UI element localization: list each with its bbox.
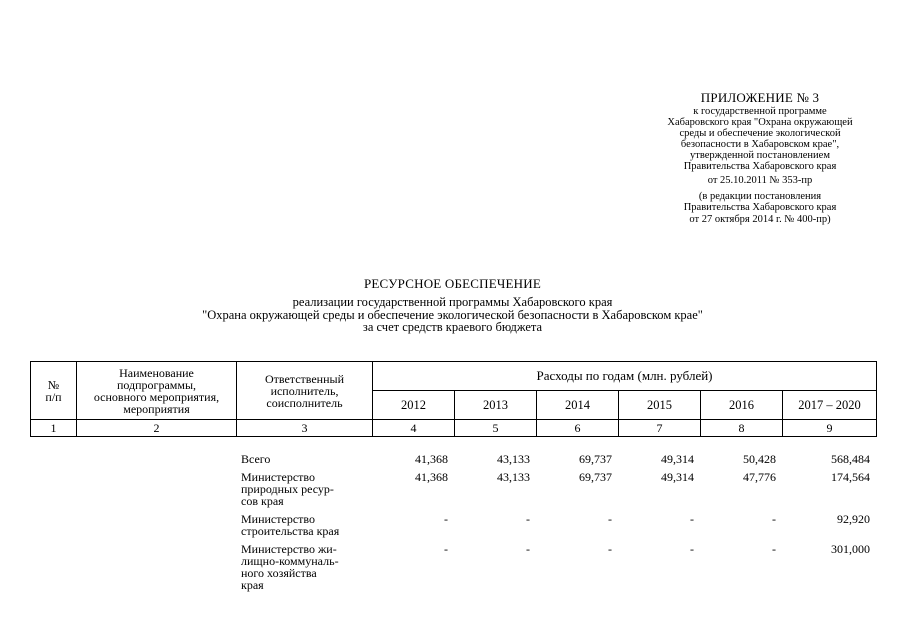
value-cell: - <box>608 512 612 526</box>
column-number: 2 <box>77 420 237 437</box>
value-cell: - <box>690 542 694 556</box>
column-number: 6 <box>537 420 619 437</box>
value-cell: 47,776 <box>743 470 776 484</box>
column-number: 5 <box>455 420 537 437</box>
appendix-line: безопасности в Хабаровском крае", <box>680 139 840 150</box>
header-num: № п/п <box>31 362 77 420</box>
value-cell: - <box>444 542 448 556</box>
value-cell: 69,737 <box>579 470 612 484</box>
appendix-line: от 25.10.2011 № 353-пр <box>707 175 813 186</box>
subtitle-line: за счет средств краевого бюджета <box>362 320 543 334</box>
table-row <box>30 513 876 543</box>
value-cell: - <box>690 512 694 526</box>
header-year: 2016 <box>701 391 783 420</box>
value-cell: 43,133 <box>497 452 530 466</box>
document-subtitle <box>0 296 905 334</box>
value-cell: - <box>526 512 530 526</box>
value-cell: 92,920 <box>837 512 870 526</box>
table-row <box>30 543 876 597</box>
header-executor: Ответственный исполнитель, соисполнитель <box>237 362 373 420</box>
header-name: Наименование подпрограммы, основного мероприятия, мероприятия <box>77 362 237 420</box>
appendix-line: утвержденной постановлением <box>690 150 830 161</box>
document-title: РЕСУРСНОЕ ОБЕСПЕЧЕНИЕ <box>363 276 541 291</box>
column-number: 9 <box>783 420 877 437</box>
appendix-title: ПРИЛОЖЕНИЕ № 3 <box>700 90 820 105</box>
header-year: 2017 – 2020 <box>783 391 877 420</box>
executor-cell: Министерство природных ресур- сов края <box>241 470 334 508</box>
executor-cell: Всего <box>241 452 271 466</box>
column-number: 1 <box>31 420 77 437</box>
value-cell: 49,314 <box>661 452 694 466</box>
column-number: 3 <box>237 420 373 437</box>
value-cell: - <box>444 512 448 526</box>
value-cell: 43,133 <box>497 470 530 484</box>
table-row <box>30 471 876 513</box>
table-row <box>30 453 876 471</box>
value-cell: - <box>608 542 612 556</box>
value-cell: - <box>772 512 776 526</box>
resource-table-header <box>30 361 877 437</box>
value-cell: 174,564 <box>831 470 870 484</box>
column-number: 8 <box>701 420 783 437</box>
header-year: 2012 <box>373 391 455 420</box>
appendix-line: (в редакции постановления <box>698 191 822 202</box>
value-cell: 41,368 <box>415 470 448 484</box>
value-cell: 50,428 <box>743 452 776 466</box>
value-cell: 41,368 <box>415 452 448 466</box>
appendix-line: от 27 октября 2014 г. № 400-пр) <box>689 214 831 225</box>
value-cell: 49,314 <box>661 470 694 484</box>
appendix-line: Правительства Хабаровского края <box>683 202 837 213</box>
value-cell: - <box>772 542 776 556</box>
header-year: 2013 <box>455 391 537 420</box>
value-cell: 301,000 <box>831 542 870 556</box>
appendix-line: Правительства Хабаровского края <box>683 161 837 172</box>
value-cell: - <box>526 542 530 556</box>
resource-table-body <box>30 453 876 597</box>
appendix-line: среды и обеспечение экологической <box>679 128 841 139</box>
value-cell: 69,737 <box>579 452 612 466</box>
appendix-line: к государственной программе <box>693 106 827 117</box>
appendix-line: Хабаровского края "Охрана окружающей <box>667 117 853 128</box>
column-number: 4 <box>373 420 455 437</box>
value-cell: 568,484 <box>831 452 870 466</box>
executor-cell: Министерство жи- лищно-коммуналь- ного хозяйства края <box>241 542 339 592</box>
column-number: 7 <box>619 420 701 437</box>
header-year: 2014 <box>537 391 619 420</box>
subtitle-line: реализации государственной программы Хабаровского края <box>292 295 613 309</box>
executor-cell: Министерство строительства края <box>241 512 340 538</box>
subtitle-line: "Охрана окружающей среды и обеспечение экологической безопасности в Хабаровском крае" <box>202 307 703 322</box>
header-expenses: Расходы по годам (млн. рублей) <box>373 362 877 391</box>
appendix-block <box>640 90 880 225</box>
header-year: 2015 <box>619 391 701 420</box>
